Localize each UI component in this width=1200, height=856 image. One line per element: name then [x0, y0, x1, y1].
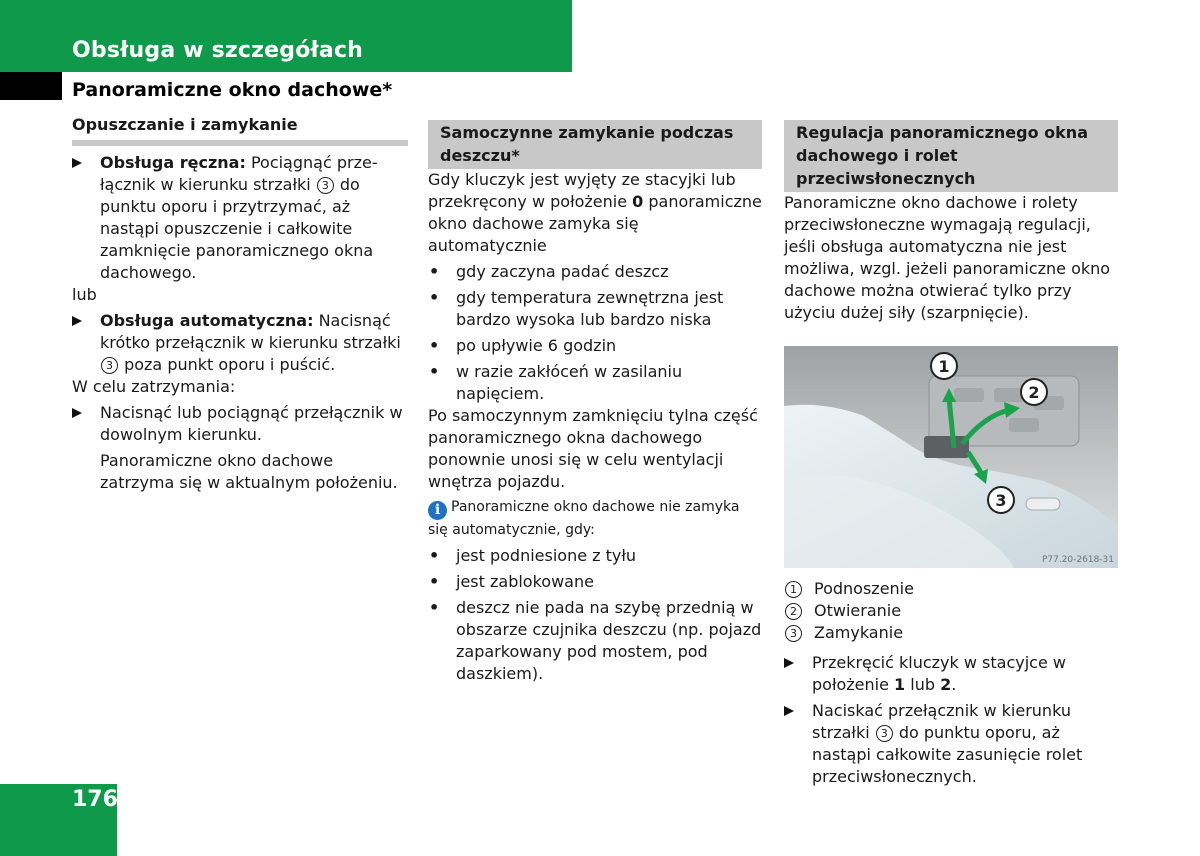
section-title: Panoramiczne okno dachowe* — [72, 79, 393, 101]
svg-text:3: 3 — [995, 491, 1007, 510]
stop-label: W celu zatrzymania: — [72, 377, 236, 396]
after-close-text: Po samoczynnym zamknięciu tylna część panoramicznego okna dachowego ponownie unosi się w celu wentylacji wnętrza pojazdu. — [428, 406, 758, 491]
list-item: • w razie zakłóceń w zasilaniu napięciem. — [429, 362, 683, 403]
column-adjustment — [784, 120, 1118, 788]
subheading-adjustment: Regulacja panoramicznego okna dachowego i rolet przeciwsłonecznych — [784, 120, 1118, 192]
step-arrow-icon — [784, 658, 794, 668]
callout-3-icon: 3 — [317, 177, 334, 194]
page-number: 176 — [72, 787, 118, 812]
step-arrow-icon — [784, 706, 794, 716]
step-arrow-icon — [72, 408, 82, 418]
manual-label: Obsługa ręczna: — [100, 153, 246, 172]
step-automatic-operation: Obsługa automatyczna: Nacisnąć krótko przełącznik w kierunku strzałki 3 poza punkt oporu i puścić. — [72, 310, 408, 376]
list-item: • gdy zaczyna padać deszcz — [429, 262, 669, 281]
svg-text:1: 1 — [938, 357, 950, 376]
subheading-rain-closing: Samoczynne zamykanie podczas deszczu* — [428, 120, 762, 169]
chapter-title: Obsługa w szczegółach — [72, 38, 364, 63]
section-marker-tab — [0, 72, 62, 100]
column-opening-closing — [72, 112, 408, 494]
step-arrow-icon — [72, 158, 82, 168]
step-manual-operation: Obsługa ręczna: Pociągnąć przełącznik w kierunku strzałki 3 do punktu oporu i przytrzymać, aż nastąpi opuszczenie i całkowite zamknięcie panoramicznego okna dachowego. — [72, 152, 408, 284]
step-press-switch: Naciskać przełącznik w kierunku strzałki 3 do punktu oporu, aż nastąpi całkowite zasunięcie rolet przeciwsłonecznych. — [784, 700, 1118, 788]
column-rain-closing — [428, 120, 762, 685]
auto-label: Obsługa automatyczna: — [100, 311, 314, 330]
stop-result: Panoramiczne okno dachowe zatrzyma się w aktualnym położeniu. — [100, 451, 398, 492]
list-item: • deszcz nie pada na szybę przednią w obszarze czujnika deszczu (np. pojazd zaparkowany pod mostem, pod daszkiem). — [429, 598, 762, 683]
overhead-control-photo — [784, 346, 1118, 568]
or-text: lub — [72, 285, 97, 304]
list-item: • jest podniesione z tyłu — [429, 546, 637, 565]
photo-code: P77.20-2618-31 — [1041, 555, 1114, 565]
callout-3-icon: 3 — [101, 357, 118, 374]
legend-item-1: 1 Podnoszenie — [784, 578, 1118, 600]
info-note: i Panoramiczne okno dachowe nie zamyka się automatycznie, gdy: — [428, 499, 740, 538]
list-item: • po upływie 6 godzin — [429, 336, 617, 355]
info-icon: i — [428, 501, 447, 520]
legend-item-3: 3 Zamykanie — [784, 622, 1118, 644]
list-item: • gdy temperatura zewnętrzna jest bardzo wysoka lub bardzo niska — [429, 288, 724, 329]
svg-text:2: 2 — [1028, 383, 1040, 402]
legend-item-2: 2 Otwieranie — [784, 600, 1118, 622]
step-arrow-icon — [72, 316, 82, 326]
overhead-control-illustration — [784, 346, 1118, 568]
step-turn-key: Przekręcić kluczyk w stacyjce w położenie 1 lub 2. — [784, 652, 1118, 696]
adjustment-intro: Panoramiczne okno dachowe i rolety przeciwsłoneczne wymagają regulacji, jeśli obsługa automatyczna nie jest możliwa, wzgl. jeżeli panoramiczne okno dachowe można otwierać tylko przy użyciu dużej siły (szarpnięcie). — [784, 193, 1111, 322]
step-stop: Nacisnąć lub pociągnąć przełącznik w dowolnym kierunku. — [72, 402, 408, 446]
rain-intro: Gdy kluczyk jest wyjęty ze stacyjki lub przekręcony w położenie 0 panoramiczne okno dachowe zamyka się automatycznie — [428, 170, 762, 255]
subheading-opening-closing: Opuszczanie i zamykanie — [72, 112, 408, 146]
list-item: • jest zablokowane — [429, 572, 594, 591]
callout-3-icon: 3 — [876, 725, 893, 742]
